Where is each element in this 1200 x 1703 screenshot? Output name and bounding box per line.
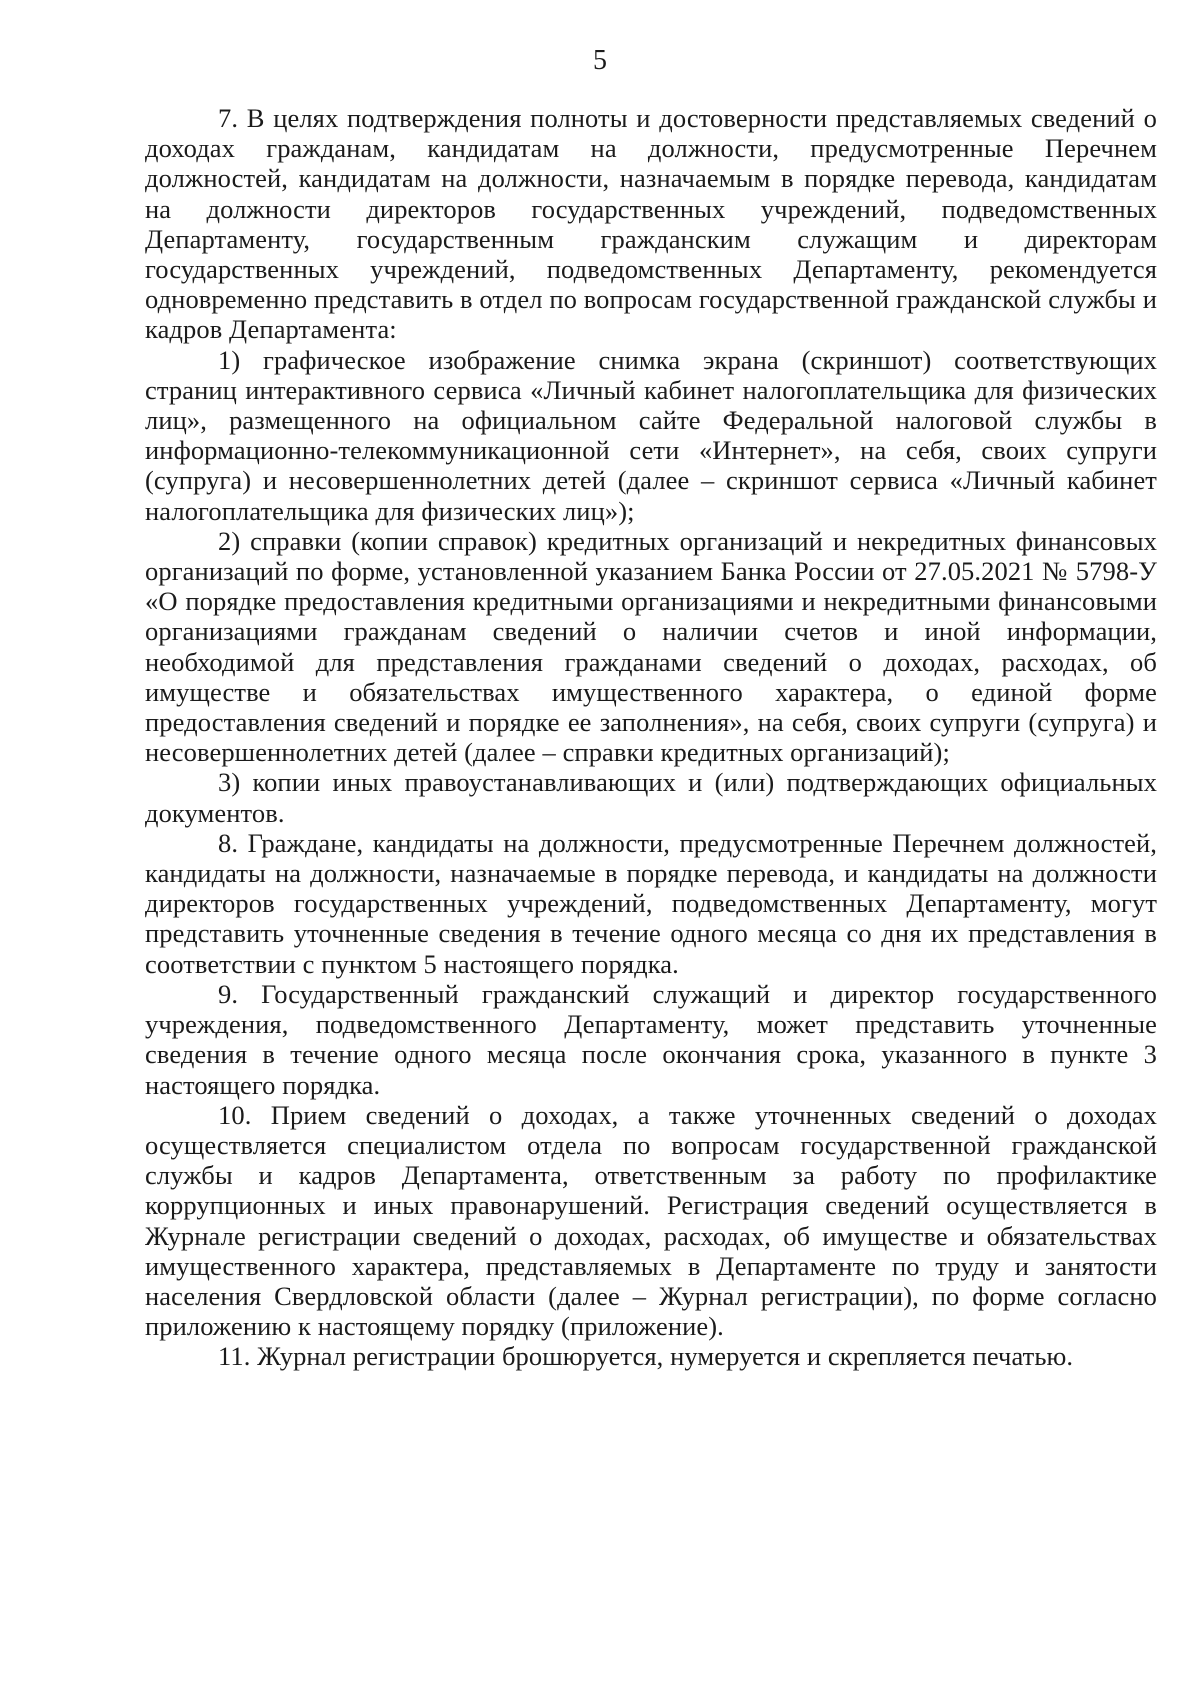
paragraph-7-item-2: 2) справки (копии справок) кредитных организаций и некредитных финансовых организаций по форме, установленной указанием Банка России от 27.05.2021 № 5798-У «О порядке предоставления кредитными организациями и некредитными финансовыми организациями гражданам сведений о наличии счетов и иной информации, необходимой для представления гражданами сведений о доходах, расходах, об имуществе и обязательствах имущественного характера, о единой форме предоставления сведений и порядке ее заполнения», на себя, своих супруги (супруга) и несовершеннолетних детей (далее – справки кредитных организаций);	[145, 525, 1157, 768]
paragraph-8: 8. Граждане, кандидаты на должности, предусмотренные Перечнем должностей, кандидаты на должности, назначаемые в порядке перевода, и кандидаты на должности директоров государственных учреждений, подведомственных Департаменту, могут представить уточненные сведения в течение одного месяца со дня их представления в соответствии с пунктом 5 настоящего порядка.	[145, 827, 1157, 979]
paragraph-10: 10. Прием сведений о доходах, а также уточненных сведений о доходах осуществляется специалистом отдела по вопросам государственной гражданской службы и кадров Департамента, ответственным за работу по профилактике коррупционных и иных правонарушений. Регистрация сведений осуществляется в Журнале регистрации сведений о доходах, расходах, об имуществе и обязательствах имущественного характера, представляемых в Департаменте по труду и занятости населения Свердловской области (далее – Журнал регистрации), по форме согласно приложению к настоящему порядку (приложение).	[145, 1099, 1157, 1342]
page-number: 5	[593, 45, 607, 76]
paragraph-9: 9. Государственный гражданский служащий и директор государственного учреждения, подведомственного Департаменту, может представить уточненные сведения в течение одного месяца после окончания срока, указанного в пункте 3 настоящего порядка.	[145, 978, 1157, 1100]
paragraph-7-item-3: 3) копии иных правоустанавливающих и (или) подтверждающих официальных документов.	[145, 767, 1157, 828]
paragraph-7-item-1: 1) графическое изображение снимка экрана (скриншот) соответствующих страниц интерактивного сервиса «Личный кабинет налогоплательщика для физических лиц», размещенного на официальном сайте Федеральной налоговой службы в информационно-телекоммуникационной сети «Интернет», на себя, своих супруги (супруга) и несовершеннолетних детей (далее – скриншот сервиса «Личный кабинет налогоплательщика для физических лиц»);	[145, 344, 1157, 526]
paragraph-11: 11. Журнал регистрации брошюруется, нумеруется и скрепляется печатью.	[218, 1341, 1074, 1372]
document-body	[145, 103, 1157, 1372]
paragraph-7: 7. В целях подтверждения полноты и достоверности представляемых сведений о доходах гражданам, кандидатам на должности, предусмотренные Перечнем должностей, кандидатам на должности, назначаемым в порядке перевода, кандидатам на должности директоров государственных учреждений, подведомственных Департаменту, государственным гражданским служащим и директорам государственных учреждений, подведомственных Департаменту, рекомендуется одновременно представить в отдел по вопросам государственной гражданской службы и кадров Департамента:	[145, 103, 1157, 345]
